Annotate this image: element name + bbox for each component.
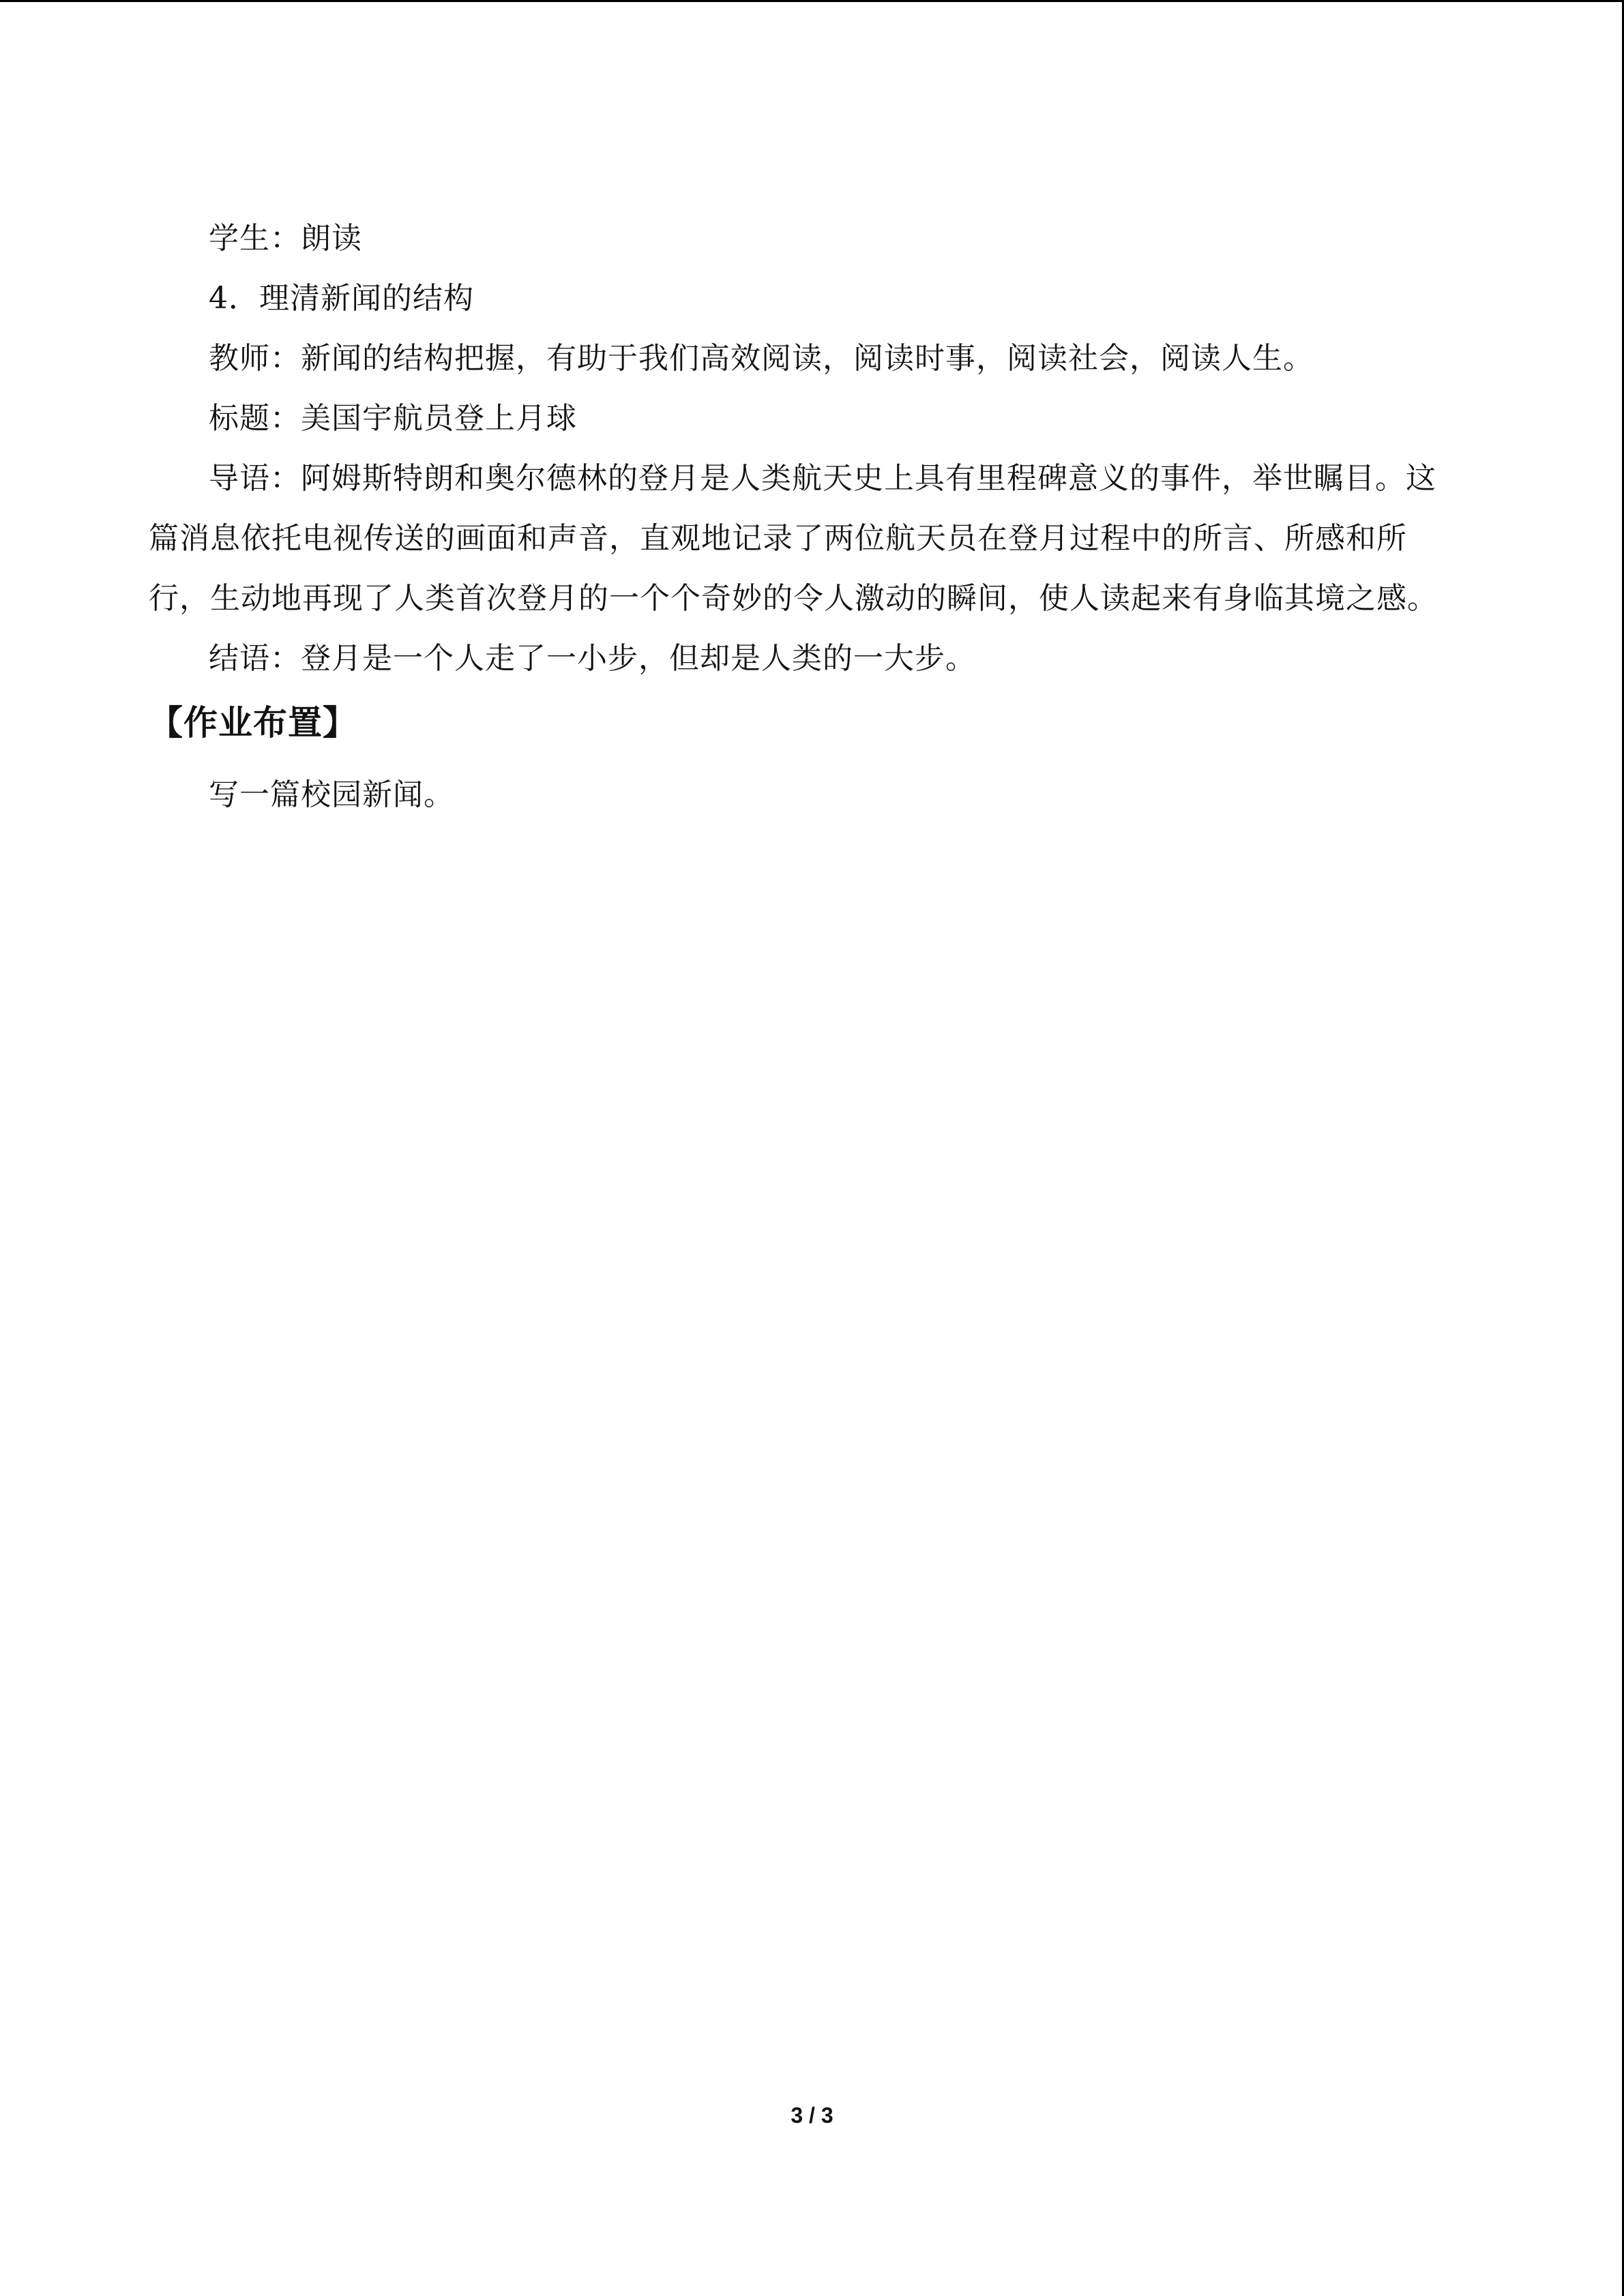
- page-number: 3 / 3: [791, 2103, 833, 2128]
- page-top-border: [0, 0, 1624, 2]
- document-body: [149, 209, 1458, 825]
- paragraph-step-4: 4．理清新闻的结构: [209, 281, 474, 316]
- paragraph-student-reading: 学生：朗读: [209, 221, 362, 256]
- paragraph-conclusion: 结语：登月是一个人走了一小步，但却是人类的一大步。: [209, 641, 976, 676]
- section-heading-homework: 【作业布置】: [149, 703, 357, 743]
- paragraph-title: 标题：美国宇航员登上月球: [209, 401, 577, 436]
- paragraph-lead: 导语：阿姆斯特朗和奥尔德林的登月是人类航天史上具有里程碑意义的事件，举世瞩目。这篇消息依托电视传送的画面和声音，直观地记录了两位航天员在登月过程中的所言、所感和所行，生动地再现了人类首次登月的一个个奇妙的令人激动的瞬间，使人读起来有身临其境之感。: [149, 461, 1438, 616]
- paragraph-homework: 写一篇校园新闻。: [209, 777, 454, 812]
- paragraph-teacher: 教师：新闻的结构把握，有助于我们高效阅读，阅读时事，阅读社会，阅读人生。: [209, 341, 1314, 376]
